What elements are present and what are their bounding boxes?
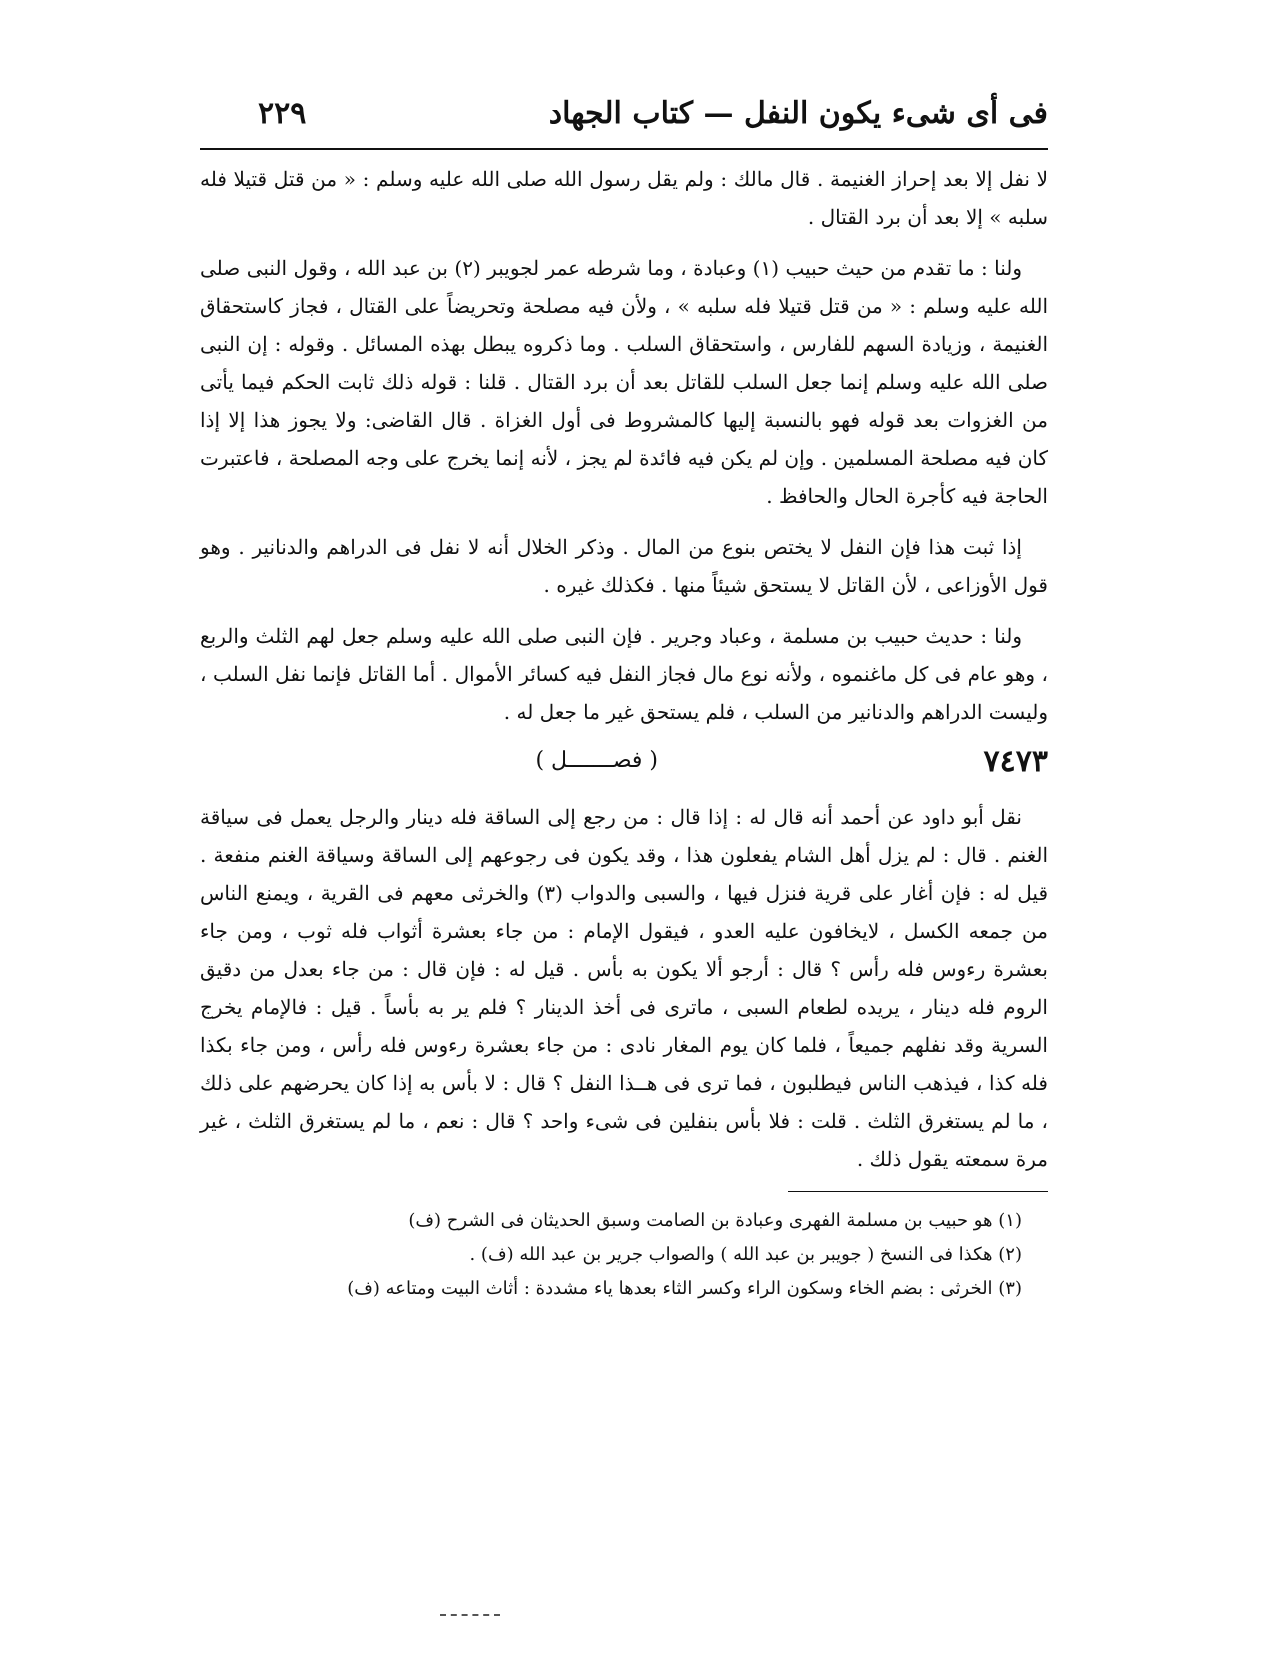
section-number: ٧٤٧٣: [983, 744, 1048, 779]
footnotes: [200, 1204, 1048, 1306]
paragraph: نقل أبو داود عن أحمد أنه قال له : إذا قال : من رجع إلى الساقة فله دينار والرجل يعمل فى سياقة الغنم . قال : لم يزل أهل الشام يفعلون هذا ، وقد يكون فى رجوعهم إلى الساقة وسياقة الغنم منفعة . قيل له : فإن أغار على قرية فنزل فيها ، والسبى والدواب (٣) والخرثى معهم فى القرية ، ويمنع الناس من جمعه الكسل ، لايخافون عليه العدو ، فيقول الإمام : من جاء بعشرة أثواب فله ثوب ، ومن جاء بعشرة رءوس فله رأس ؟ قال : أرجو ألا يكون به بأس . قيل له : فإن قال : من جاء بعدل من دقيق الروم فله دينار ، يريده لطعام السبى ، ماترى فى أخذ الدينار ؟ فلم ير به بأساً . قيل : فالإمام يخرج السرية وقد نفلهم جميعاً ، فلما كان يوم المغار نادى : من جاء بعشرة رءوس فله رأس ، ومن جاء بكذا فله كذا ، فيذهب الناس فيطلبون ، فما ترى فى هــذا النفل ؟ قال : لا بأس به إذا كان يحرضهم على ذلك ، ما لم يستغرق الثلث . قلت : فلا بأس بنفلين فى شىء واحد ؟ قال : نعم ، ما لم يستغرق الثلث ، غير مرة سمعته يقول ذلك .: [200, 805, 1049, 1171]
footnote-divider: [788, 1191, 1048, 1192]
section-heading: [200, 744, 1048, 788]
section-title: ( فصـــــــل ): [535, 748, 658, 773]
page-header: [200, 92, 1048, 148]
paragraph: ولنا : ما تقدم من حيث حبيب (١) وعبادة ، وما شرطه عمر لجويبر (٢) بن عبد الله ، وقول النبى صلى الله عليه وسلم : « من قتل قتيلا فله سلبه » ، ولأن فيه مصلحة وتحريضاً على القتال ، فجاز كاستحقاق الغنيمة ، وزيادة السهم للفارس ، واستحقاق السلب . وما ذكروه يبطل بهذه المسائل . وقوله : إن النبى صلى الله عليه وسلم إنما جعل السلب للقاتل بعد أن برد القتال . قلنا : قوله ذلك ثابت الحكم فيما يأتى من الغزوات بعد قوله فهو بالنسبة إليها كالمشروط فى أول الغزاة . قال القاضى: ولا يجوز هذا إلا إذا كان فيه مصلحة المسلمين . وإن لم يكن فيه فائدة لم يجز ، لأنه إنما يخرج على وجه المصلحة ، فاعتبرت الحاجة فيه كأجرة الحال والحافظ .: [200, 256, 1048, 508]
header-divider: [200, 148, 1048, 150]
footnote: (٢) هكذا فى النسخ ( جويبر بن عبد الله ) والصواب جرير بن عبد الله (ف) .: [469, 1244, 1022, 1265]
footnote: (٣) الخرثى : بضم الخاء وسكون الراء وكسر الثاء بعدها ياء مشددة : أثاث البيت ومتاعه (ف): [347, 1278, 1022, 1299]
running-title: فى أى شىء يكون النفل — كتاب الجهاد: [548, 96, 1048, 131]
page-number: ٢٢٩: [258, 96, 307, 131]
page-body: [200, 160, 1048, 1306]
scan-marks: [440, 1614, 500, 1616]
paragraph: ولنا : حديث حبيب بن مسلمة ، وعباد وجرير . فإن النبى صلى الله عليه وسلم جعل لهم الثلث والربع ، وهو عام فى كل ماغنموه ، ولأنه نوع مال فجاز النفل فيه كسائر الأموال . أما القاتل فإنما نفل السلب ، وليست الدراهم والدنانير من السلب ، فلم يستحق غير ما جعل له .: [200, 624, 1049, 724]
footnote: (١) هو حبيب بن مسلمة الفهرى وعبادة بن الصامت وسبق الحديثان فى الشرح (ف): [408, 1210, 1022, 1231]
paragraph: إذا ثبت هذا فإن النفل لا يختص بنوع من المال . وذكر الخلال أنه لا نفل فى الدراهم والدنانير . وهو قول الأوزاعى ، لأن القاتل لا يستحق شيئاً منها . فكذلك غيره .: [200, 535, 1048, 597]
paragraph: لا نفل إلا بعد إحراز الغنيمة . قال مالك : ولم يقل رسول الله صلى الله عليه وسلم : « من قتل قتيلا فله سلبه » إلا بعد أن برد القتال .: [200, 167, 1048, 229]
